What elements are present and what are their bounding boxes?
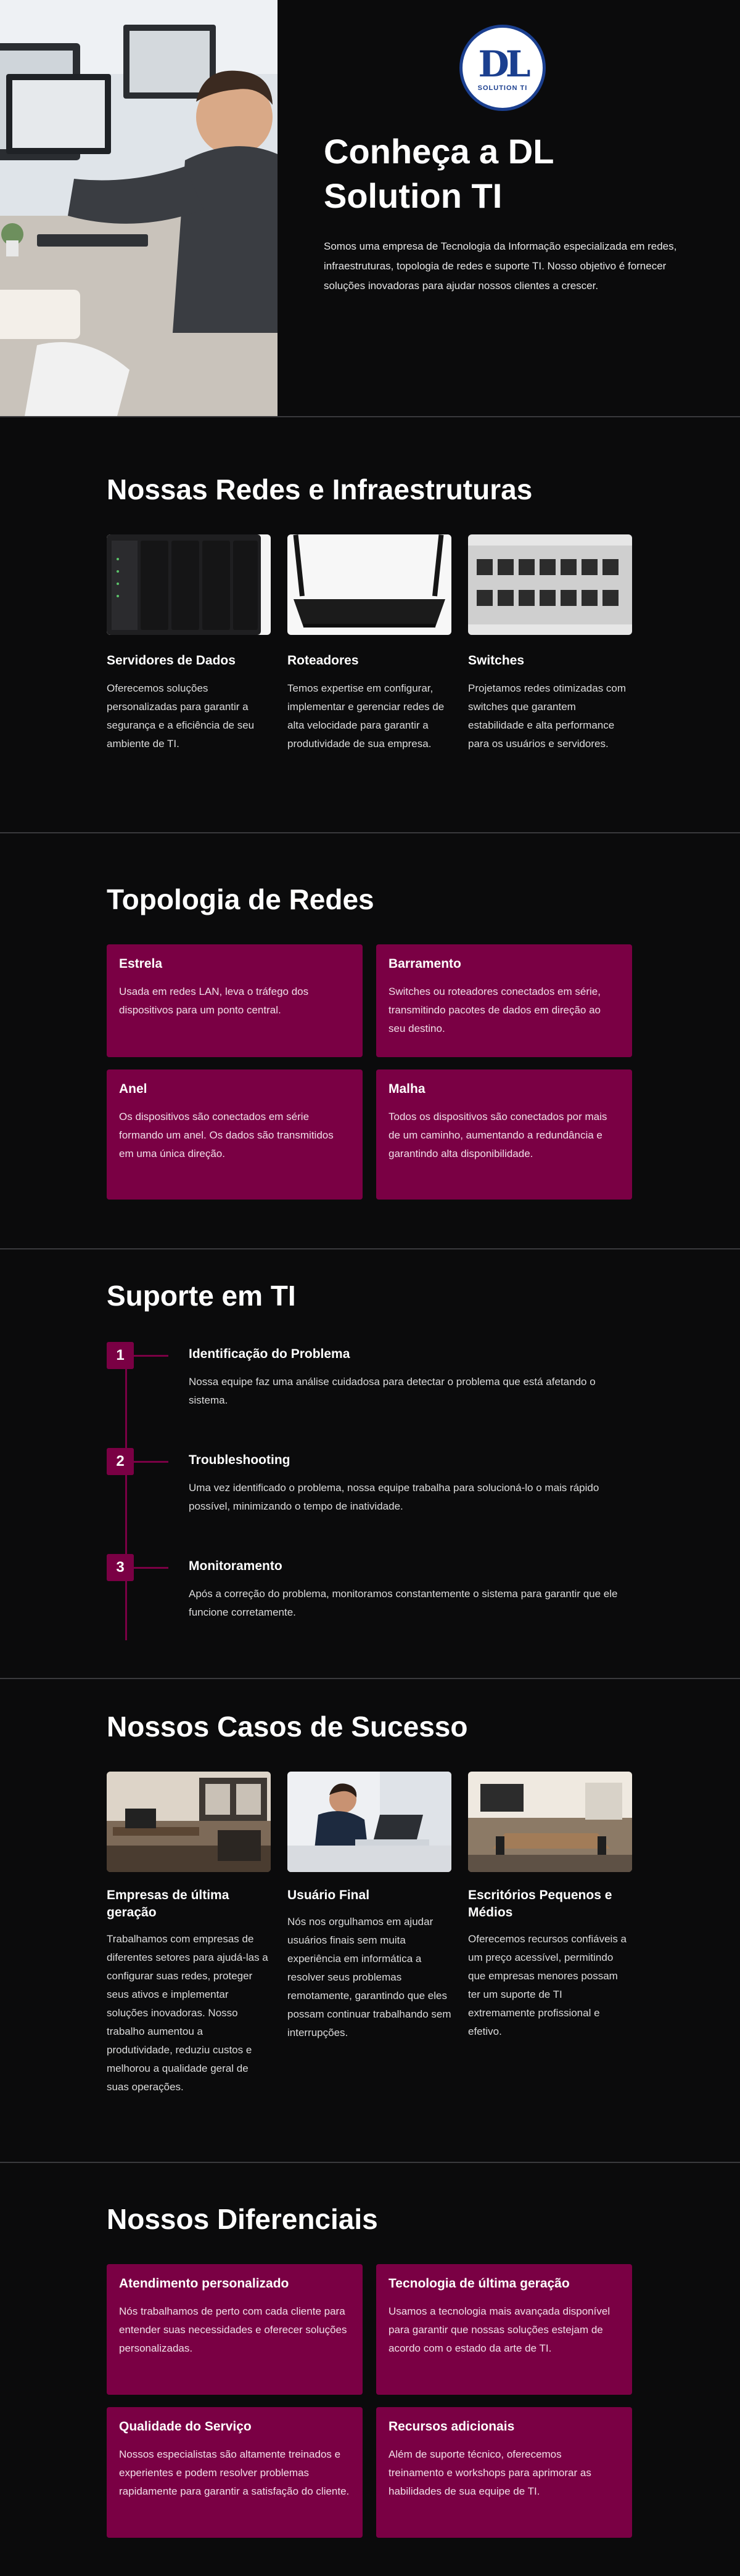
step-connector xyxy=(134,1461,168,1463)
card-title: Servidores de Dados xyxy=(107,653,236,668)
card-text: Além de suporte técnico, oferecemos treinamento e workshops para aprimorar as habilidades de sua equipe de TI. xyxy=(388,2448,591,2497)
step-number: 1 xyxy=(107,1342,134,1369)
redes-title: Nossas Redes e Infraestruturas xyxy=(107,473,533,505)
step-connector xyxy=(134,1567,168,1569)
modern-office-image xyxy=(107,1772,271,1872)
meeting-room-image xyxy=(468,1772,632,1872)
card-title: Empresas de última geração xyxy=(107,1888,229,1920)
card-switches xyxy=(468,534,632,753)
card-text: Temos expertise em configurar, implementar e gerenciar redes de alta velocidade para garantir a produtividade de sua empresa. xyxy=(287,682,445,750)
card-text: Usamos a tecnologia mais avançada disponível para garantir que nossas soluções estejam de acordo com o estado da arte de TI. xyxy=(388,2305,610,2354)
step-text: Após a correção do problema, monitoramos constantemente o sistema para garantir que ele funcione corretamente. xyxy=(189,1588,618,1618)
casos-cards xyxy=(107,1772,633,2096)
card-text: Nós trabalhamos de perto com cada cliente para entender suas necessidades e oferecer soluções personalizadas. xyxy=(119,2305,347,2354)
card-text: Nossos especialistas são altamente treinados e experientes e podem resolver problemas rapidamente para garantir a satisfação do cliente. xyxy=(119,2448,350,2497)
card-text: Trabalhamos com empresas de diferentes setores para ajudá-las a configurar suas redes, proteger seus ativos e implementar soluções inovadoras. Nosso trabalho aumentou a produtividade, reduziu custos e melhorou a qualidade geral de suas operações. xyxy=(107,1933,268,2093)
card-title: Roteadores xyxy=(287,653,359,668)
timeline-step xyxy=(107,1342,633,1448)
card-roteadores xyxy=(287,534,451,753)
suporte-section xyxy=(0,1249,740,1678)
hero-section xyxy=(0,0,740,416)
card-text: Os dispositivos são conectados em série formando um anel. Os dados são transmitidos em uma única direção. xyxy=(119,1111,334,1159)
topologia-title: Topologia de Redes xyxy=(107,883,374,915)
diferenciais-grid xyxy=(107,2264,633,2538)
switch-image xyxy=(468,534,632,635)
diferencial-card xyxy=(107,2407,363,2538)
suporte-title: Suporte em TI xyxy=(107,1280,296,1312)
card-title: Switches xyxy=(468,653,525,668)
card-title: Atendimento personalizado xyxy=(119,2276,289,2291)
card-text: Usada em redes LAN, leva o tráfego dos dispositivos para um ponto central. xyxy=(119,986,309,1016)
step-number: 2 xyxy=(107,1448,134,1475)
card-title: Recursos adicionais xyxy=(388,2419,515,2434)
card-title: Estrela xyxy=(119,957,163,971)
diferenciais-title: Nossos Diferenciais xyxy=(107,2203,378,2235)
card-text: Switches ou roteadores conectados em série, transmitindo pacotes de dados em direção ao seu destino. xyxy=(388,986,601,1034)
step-text: Uma vez identificado o problema, nossa equipe trabalha para solucioná-lo o mais rápido possível, minimizando o tempo de inatividade. xyxy=(189,1482,599,1512)
step-connector xyxy=(134,1355,168,1357)
user-laptop-image xyxy=(287,1772,451,1872)
step-title: Identificação do Problema xyxy=(189,1347,350,1361)
card-title: Anel xyxy=(119,1082,147,1096)
card-title: Barramento xyxy=(388,957,461,971)
router-image xyxy=(287,534,451,635)
casos-section xyxy=(0,1679,740,2162)
topologia-card-malha xyxy=(376,1069,632,1200)
card-title: Malha xyxy=(388,1082,426,1096)
diferencial-card xyxy=(376,2407,632,2538)
topologia-grid xyxy=(107,944,633,1200)
hero-title: Conheça a DL Solution TI xyxy=(324,132,554,215)
card-servidores xyxy=(107,534,271,753)
redes-cards xyxy=(107,534,633,753)
diferencial-card xyxy=(107,2264,363,2395)
step-title: Troubleshooting xyxy=(189,1453,290,1467)
case-card-escritorios xyxy=(468,1772,632,2096)
case-card-empresas xyxy=(107,1772,271,2096)
server-image xyxy=(107,534,271,635)
step-number: 3 xyxy=(107,1554,134,1581)
diferenciais-section xyxy=(0,2163,740,2576)
dl-solution-logo[interactable] xyxy=(459,25,546,111)
suporte-timeline xyxy=(107,1342,633,1660)
diferencial-card xyxy=(376,2264,632,2395)
casos-title: Nossos Casos de Sucesso xyxy=(107,1711,468,1743)
topologia-card-anel xyxy=(107,1069,363,1200)
card-text: Todos os dispositivos são conectados por mais de um caminho, aumentando a redundância e garantindo alta disponibilidade. xyxy=(388,1111,607,1159)
redes-section xyxy=(0,417,740,832)
case-card-usuario-final xyxy=(287,1772,451,2096)
card-title: Usuário Final xyxy=(287,1888,370,1902)
card-title: Qualidade do Serviço xyxy=(119,2419,252,2434)
logo-text: SOLUTION TI xyxy=(477,84,528,92)
card-text: Projetamos redes otimizadas com switches que garantem estabilidade e alta performance para os usuários e servidores. xyxy=(468,682,627,750)
card-text: Oferecemos recursos confiáveis a um preço acessível, permitindo que empresas menores possam ter um suporte de TI extremamente profissional e efetivo. xyxy=(468,1933,627,2037)
topologia-card-barramento xyxy=(376,944,632,1057)
hero-description: Somos uma empresa de Tecnologia da Informação especializada em redes, infraestruturas, topologia de redes e suporte TI. Nosso objetivo é fornecer soluções inovadoras para ajudar nossos clientes a crescer. xyxy=(324,240,677,292)
card-title: Escritórios Pequenos e Médios xyxy=(468,1888,612,1920)
topologia-card-estrela xyxy=(107,944,363,1057)
card-text: Nós nos orgulhamos em ajudar usuários finais sem muita experiência em informática a resolver seus problemas remotamente, garantindo que eles possam continuar trabalhando sem interrupções. xyxy=(287,1916,451,2038)
hero-content xyxy=(278,0,740,416)
card-text: Oferecemos soluções personalizadas para garantir a segurança e a eficiência de seu ambiente de TI. xyxy=(107,682,255,750)
timeline-step xyxy=(107,1554,633,1660)
card-title: Tecnologia de última geração xyxy=(388,2276,570,2291)
logo-mark: DL xyxy=(478,43,527,85)
hero-office-photo xyxy=(0,0,278,416)
timeline-step xyxy=(107,1448,633,1554)
step-text: Nossa equipe faz uma análise cuidadosa para detectar o problema que está afetando o sistema. xyxy=(189,1376,596,1406)
topologia-section xyxy=(0,833,740,1248)
office-worker-illustration xyxy=(0,0,278,416)
step-title: Monitoramento xyxy=(189,1559,282,1573)
